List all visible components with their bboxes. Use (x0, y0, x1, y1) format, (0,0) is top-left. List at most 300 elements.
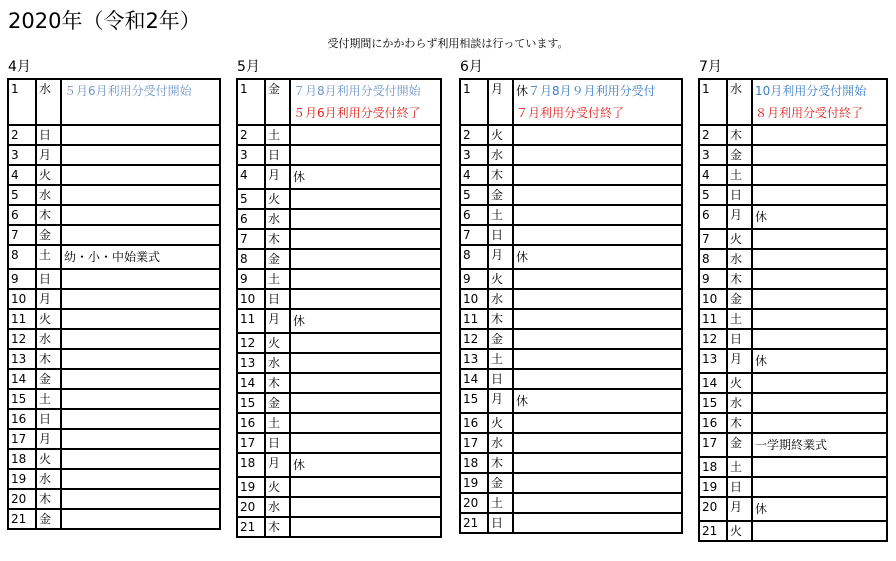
weekday: 土 (265, 125, 290, 145)
day-row (8, 309, 220, 329)
day-row (237, 453, 441, 477)
day-row (237, 353, 441, 373)
day-note (513, 79, 682, 125)
note-text: 幼・小・中始業式 (64, 250, 161, 264)
weekday: 月 (265, 165, 290, 189)
day-note (290, 413, 441, 433)
weekday: 土 (488, 205, 513, 225)
day-note (290, 289, 441, 309)
weekday: 水 (488, 289, 513, 309)
day-row (699, 269, 887, 289)
note-text: 10月利用分受付開始 (755, 84, 867, 98)
day-number: 21 (460, 513, 488, 533)
day-number: 4 (699, 165, 727, 185)
day-note (290, 477, 441, 497)
day-note (513, 145, 682, 165)
day-note (61, 509, 220, 529)
day-row (8, 269, 220, 289)
weekday: 水 (727, 79, 752, 125)
day-row (699, 185, 887, 205)
weekday: 月 (36, 289, 61, 309)
weekday: 火 (727, 521, 752, 541)
note-text: 休 (516, 84, 529, 98)
weekday: 月 (488, 79, 513, 125)
calendar-table (459, 78, 683, 534)
weekday: 月 (727, 205, 752, 229)
day-note (61, 205, 220, 225)
day-note (752, 393, 887, 413)
weekday: 水 (488, 145, 513, 165)
weekday: 水 (727, 393, 752, 413)
weekday: 木 (488, 453, 513, 473)
day-row (237, 269, 441, 289)
day-note (752, 185, 887, 205)
day-row (460, 349, 682, 369)
weekday: 火 (727, 373, 752, 393)
weekday: 日 (36, 125, 61, 145)
day-note (513, 389, 682, 413)
day-row (237, 477, 441, 497)
weekday: 木 (488, 309, 513, 329)
weekday: 水 (36, 329, 61, 349)
weekday: 金 (265, 393, 290, 413)
day-row (460, 309, 682, 329)
day-note (752, 349, 887, 373)
weekday: 金 (727, 433, 752, 457)
weekday: 月 (727, 497, 752, 521)
day-number: 19 (699, 477, 727, 497)
day-row (237, 249, 441, 269)
weekday: 水 (727, 249, 752, 269)
day-number: 6 (8, 205, 36, 225)
weekday: 土 (36, 245, 61, 269)
note-text: ８月利用分受付終了 (755, 106, 864, 120)
day-row (699, 373, 887, 393)
weekday: 火 (265, 477, 290, 497)
day-number: 12 (460, 329, 488, 349)
day-note (513, 493, 682, 513)
day-row (460, 289, 682, 309)
day-number: 8 (237, 249, 265, 269)
day-note (61, 489, 220, 509)
day-row (237, 145, 441, 165)
day-row (460, 453, 682, 473)
day-note (290, 453, 441, 477)
note-text: ７月利用分受付終了 (516, 106, 625, 120)
day-number: 20 (460, 493, 488, 513)
day-row (699, 125, 887, 145)
day-number: 14 (8, 369, 36, 389)
day-note (513, 165, 682, 185)
day-number: 1 (460, 79, 488, 125)
day-number: 9 (460, 269, 488, 289)
day-number: 15 (460, 389, 488, 413)
day-row (460, 245, 682, 269)
day-note (752, 373, 887, 393)
day-row (237, 289, 441, 309)
day-note (61, 429, 220, 449)
weekday: 金 (488, 329, 513, 349)
day-note (752, 477, 887, 497)
day-row (460, 433, 682, 453)
day-row (237, 333, 441, 353)
day-number: 7 (237, 229, 265, 249)
day-note (513, 453, 682, 473)
weekday: 木 (265, 229, 290, 249)
day-number: 2 (8, 125, 36, 145)
month-may (236, 59, 442, 538)
day-number: 5 (237, 189, 265, 209)
weekday: 金 (488, 185, 513, 205)
weekday: 日 (488, 225, 513, 245)
day-note (290, 229, 441, 249)
day-number: 1 (8, 79, 36, 125)
day-note (61, 349, 220, 369)
weekday: 木 (727, 125, 752, 145)
day-row (460, 493, 682, 513)
day-number: 11 (237, 309, 265, 333)
day-number: 11 (460, 309, 488, 329)
weekday: 金 (727, 289, 752, 309)
weekday: 水 (36, 185, 61, 205)
weekday: 金 (727, 145, 752, 165)
day-row (699, 329, 887, 349)
day-number: 12 (237, 333, 265, 353)
weekday: 火 (488, 269, 513, 289)
day-number: 15 (237, 393, 265, 413)
day-number: 18 (237, 453, 265, 477)
day-number: 17 (8, 429, 36, 449)
day-note (752, 269, 887, 289)
day-note (290, 373, 441, 393)
weekday: 日 (727, 185, 752, 205)
day-note (752, 457, 887, 477)
day-number: 8 (460, 245, 488, 269)
day-note (513, 289, 682, 309)
page-title: 2020年（令和2年） (8, 9, 201, 33)
day-row (237, 209, 441, 229)
weekday: 木 (265, 373, 290, 393)
day-number: 21 (237, 517, 265, 537)
day-number: 6 (699, 205, 727, 229)
day-number: 3 (8, 145, 36, 165)
day-number: 7 (460, 225, 488, 245)
note-text: 一学期終業式 (755, 438, 828, 452)
day-note (61, 269, 220, 289)
day-row (699, 457, 887, 477)
day-number: 5 (8, 185, 36, 205)
day-note (61, 369, 220, 389)
day-number: 2 (460, 125, 488, 145)
day-note (513, 349, 682, 369)
day-row (8, 469, 220, 489)
day-note (513, 473, 682, 493)
day-note (61, 469, 220, 489)
weekday: 月 (265, 453, 290, 477)
day-row (8, 79, 220, 125)
day-row (8, 449, 220, 469)
day-note (290, 497, 441, 517)
day-note (290, 309, 441, 333)
day-number: 20 (8, 489, 36, 509)
note-text: 休 (293, 458, 306, 472)
day-note (290, 517, 441, 537)
day-row (460, 165, 682, 185)
day-number: 5 (699, 185, 727, 205)
weekday: 日 (36, 269, 61, 289)
note-text: 休 (293, 314, 306, 328)
day-note (752, 413, 887, 433)
day-row (460, 269, 682, 289)
day-note (513, 309, 682, 329)
weekday: 土 (36, 389, 61, 409)
day-number: 20 (237, 497, 265, 517)
weekday: 日 (265, 145, 290, 165)
day-row (8, 509, 220, 529)
day-row (460, 513, 682, 533)
day-row (699, 145, 887, 165)
day-row (460, 413, 682, 433)
day-row (237, 393, 441, 413)
weekday: 金 (36, 509, 61, 529)
day-row (460, 225, 682, 245)
day-number: 14 (460, 369, 488, 389)
day-number: 3 (699, 145, 727, 165)
weekday: 土 (265, 269, 290, 289)
day-row (460, 185, 682, 205)
weekday: 日 (36, 409, 61, 429)
day-note (752, 309, 887, 329)
day-row (8, 389, 220, 409)
day-row (8, 329, 220, 349)
weekday: 木 (727, 269, 752, 289)
day-row (8, 369, 220, 389)
day-note (752, 497, 887, 521)
day-row (699, 249, 887, 269)
day-number: 11 (699, 309, 727, 329)
day-note (752, 205, 887, 229)
day-note (752, 521, 887, 541)
day-note (61, 449, 220, 469)
day-number: 21 (8, 509, 36, 529)
day-note (61, 329, 220, 349)
weekday: 水 (36, 469, 61, 489)
day-note (513, 513, 682, 533)
weekday: 火 (488, 413, 513, 433)
month-july (698, 59, 888, 542)
day-number: 7 (699, 229, 727, 249)
weekday: 土 (727, 165, 752, 185)
notice-text: 受付期間にかかわらず利用相談は行っています。 (327, 37, 569, 50)
day-row (699, 521, 887, 541)
day-note (513, 329, 682, 349)
note-text: 休 (755, 502, 768, 516)
day-note (290, 249, 441, 269)
day-row (237, 373, 441, 393)
day-note (290, 209, 441, 229)
day-row (237, 125, 441, 145)
day-row (8, 409, 220, 429)
day-note (290, 353, 441, 373)
weekday: 日 (265, 433, 290, 453)
day-number: 20 (699, 497, 727, 521)
day-row (699, 497, 887, 521)
day-note (513, 369, 682, 389)
day-number: 9 (699, 269, 727, 289)
day-row (699, 477, 887, 497)
day-number: 10 (8, 289, 36, 309)
month-june (459, 59, 683, 534)
note-text: 休 (755, 354, 768, 368)
day-note (513, 125, 682, 145)
day-row (8, 205, 220, 225)
weekday: 日 (727, 329, 752, 349)
day-number: 18 (699, 457, 727, 477)
day-note (513, 269, 682, 289)
day-number: 13 (8, 349, 36, 369)
weekday: 火 (36, 309, 61, 329)
weekday: 金 (488, 473, 513, 493)
weekday: 木 (36, 489, 61, 509)
day-number: 17 (460, 433, 488, 453)
day-number: 2 (699, 125, 727, 145)
day-number: 15 (699, 393, 727, 413)
day-row (8, 289, 220, 309)
weekday: 月 (36, 429, 61, 449)
note-text: 休 (293, 170, 306, 184)
day-row (699, 349, 887, 373)
weekday: 日 (727, 477, 752, 497)
weekday: 月 (488, 389, 513, 413)
day-note (752, 249, 887, 269)
day-number: 1 (699, 79, 727, 125)
day-number: 13 (460, 349, 488, 369)
day-number: 21 (699, 521, 727, 541)
day-row (460, 125, 682, 145)
day-note (61, 145, 220, 165)
day-row (699, 165, 887, 185)
note-text: ７月8月利用分受付開始 (293, 84, 421, 98)
month-label: 6月 (460, 59, 483, 75)
weekday: 月 (36, 145, 61, 165)
weekday: 水 (265, 209, 290, 229)
day-number: 14 (699, 373, 727, 393)
day-number: 12 (699, 329, 727, 349)
day-number: 18 (8, 449, 36, 469)
day-note (513, 185, 682, 205)
day-row (237, 165, 441, 189)
day-number: 19 (8, 469, 36, 489)
day-note (290, 393, 441, 413)
day-number: 10 (237, 289, 265, 309)
weekday: 金 (265, 79, 290, 125)
day-number: 12 (8, 329, 36, 349)
weekday: 土 (727, 457, 752, 477)
weekday: 水 (265, 353, 290, 373)
day-note (61, 79, 220, 125)
weekday: 日 (265, 289, 290, 309)
day-note (752, 329, 887, 349)
weekday: 火 (488, 125, 513, 145)
day-row (699, 289, 887, 309)
weekday: 金 (36, 225, 61, 245)
day-number: 3 (237, 145, 265, 165)
day-number: 19 (237, 477, 265, 497)
day-number: 1 (237, 79, 265, 125)
day-number: 7 (8, 225, 36, 245)
day-note (752, 289, 887, 309)
note-text: 休 (516, 394, 529, 408)
day-number: 9 (237, 269, 265, 289)
day-row (699, 229, 887, 249)
weekday: 月 (488, 245, 513, 269)
calendar-table (7, 78, 221, 530)
weekday: 水 (488, 433, 513, 453)
day-note (513, 225, 682, 245)
day-note (752, 145, 887, 165)
day-row (237, 433, 441, 453)
day-number: 16 (8, 409, 36, 429)
note-text: ５月6月利用分受付終了 (293, 106, 421, 120)
weekday: 水 (265, 497, 290, 517)
note-text: 休 (516, 250, 529, 264)
day-number: 16 (237, 413, 265, 433)
weekday: 月 (265, 309, 290, 333)
day-number: 10 (699, 289, 727, 309)
day-number: 2 (237, 125, 265, 145)
day-note (752, 433, 887, 457)
day-note (290, 165, 441, 189)
day-number: 3 (460, 145, 488, 165)
day-note (290, 79, 441, 125)
day-row (8, 125, 220, 145)
weekday: 土 (488, 349, 513, 369)
day-number: 4 (237, 165, 265, 189)
day-note (513, 413, 682, 433)
day-row (460, 79, 682, 125)
day-note (290, 125, 441, 145)
day-number: 14 (237, 373, 265, 393)
day-note (752, 229, 887, 249)
day-number: 8 (8, 245, 36, 269)
weekday: 火 (265, 333, 290, 353)
day-row (8, 429, 220, 449)
day-note (513, 433, 682, 453)
day-note (513, 245, 682, 269)
day-number: 5 (460, 185, 488, 205)
day-number: 15 (8, 389, 36, 409)
day-row (237, 497, 441, 517)
weekday: 日 (488, 513, 513, 533)
day-row (460, 329, 682, 349)
day-note (290, 333, 441, 353)
note-text: 休 (755, 210, 768, 224)
day-note (61, 165, 220, 185)
day-number: 9 (8, 269, 36, 289)
day-row (699, 413, 887, 433)
weekday: 金 (36, 369, 61, 389)
day-number: 16 (460, 413, 488, 433)
day-row (460, 389, 682, 413)
day-note (752, 125, 887, 145)
day-number: 13 (237, 353, 265, 373)
weekday: 木 (265, 517, 290, 537)
day-note (290, 433, 441, 453)
day-note (61, 125, 220, 145)
day-note (290, 189, 441, 209)
day-number: 4 (460, 165, 488, 185)
day-number: 8 (699, 249, 727, 269)
